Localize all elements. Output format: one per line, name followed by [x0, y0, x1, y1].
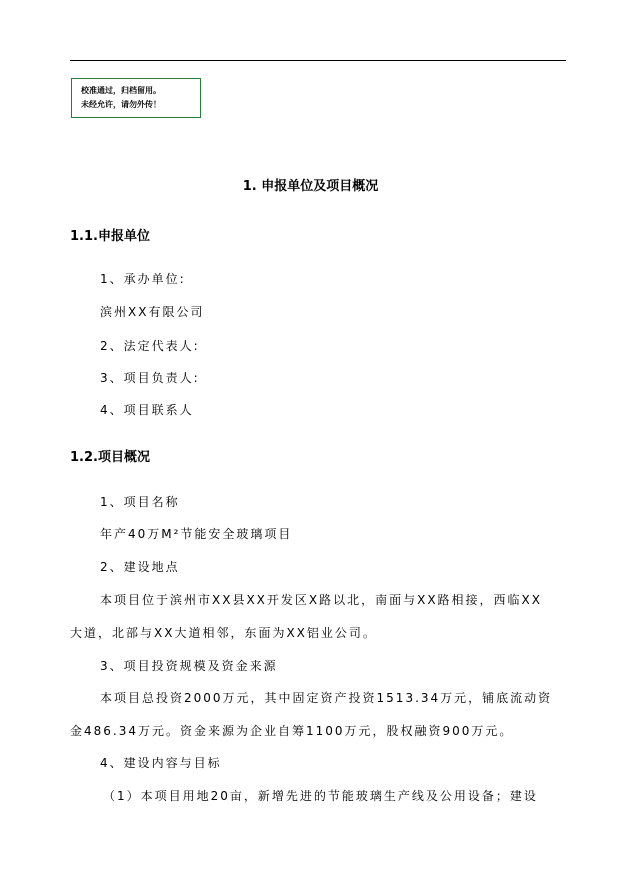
org-name: 滨州XX有限公司 — [100, 305, 205, 319]
project-contact-label: 4、项目联系人 — [100, 403, 194, 417]
project-name-value: 年产40万M²节能安全玻璃项目 — [100, 527, 293, 541]
legal-rep-label: 2、法定代表人: — [100, 339, 200, 353]
investment-text-1: 本项目总投资2000万元，其中固定资产投资1513.34万元，铺底流动资 — [100, 691, 553, 705]
project-lead-label: 3、项目负责人: — [100, 371, 200, 385]
content-label: 4、建设内容与目标 — [100, 756, 222, 770]
location-label: 2、建设地点 — [100, 560, 180, 574]
heading-1-1: 1.1.申报单位 — [70, 229, 150, 244]
content-text-1: （1）本项目用地20亩，新增先进的节能玻璃生产线及公用设备；建设 — [103, 789, 538, 803]
investment-label: 3、项目投资规模及资金来源 — [100, 659, 278, 673]
investment-text-2: 金486.34万元。资金来源为企业自筹1100万元，股权融资900万元。 — [70, 724, 514, 738]
stamp-line-1: 校准通过，归档留用。 — [81, 86, 161, 95]
project-name-label: 1、项目名称 — [100, 495, 180, 509]
location-text-2: 大道，北部与XX大道相邻，东面为XX铝业公司。 — [70, 626, 377, 640]
org-label: 1、承办单位: — [100, 272, 186, 286]
location-text-1: 本项目位于滨州市XX县XX开发区X路以北，南面与XX路相接，西临XX — [100, 593, 542, 607]
header-rule — [70, 60, 566, 61]
confidential-stamp — [71, 78, 201, 118]
stamp-line-2: 未经允许，请勿外传！ — [81, 100, 161, 109]
heading-1-2: 1.2.项目概况 — [70, 450, 150, 465]
section-title: 1. 申报单位及项目概况 — [242, 179, 379, 194]
